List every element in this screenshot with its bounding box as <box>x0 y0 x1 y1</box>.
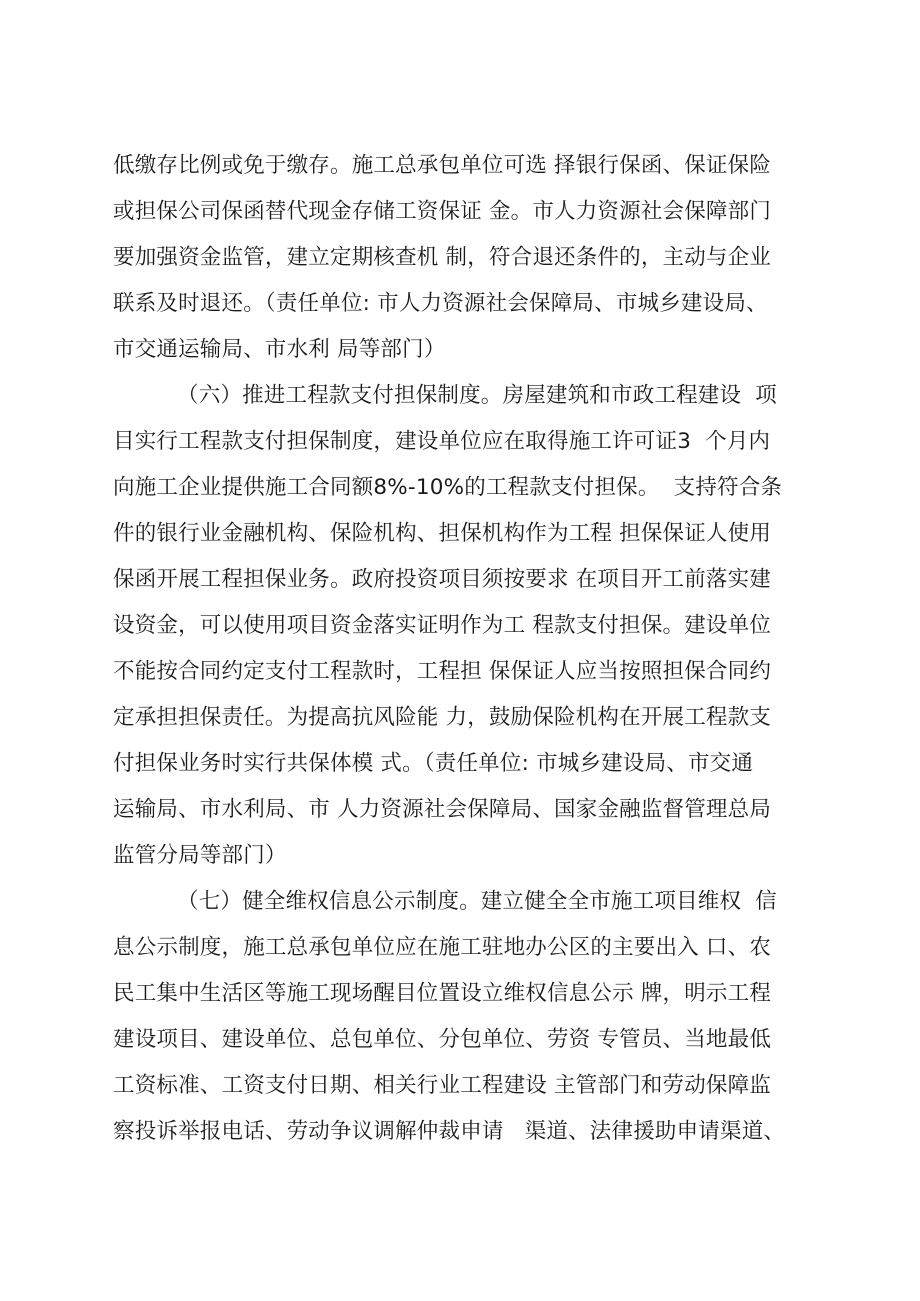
text-line: 建设项目、建设单位、总包单位、分包单位、劳资 专管员、当地最低 <box>113 1027 772 1052</box>
text-line: 向施工企业提供施工合同额8%-10%的工程款支付担保。 支持符合条 <box>113 475 783 500</box>
text-line: 件的银行业金融机构、保险机构、担保机构作为工程 担保保证人使用 <box>113 521 772 546</box>
text-line: 不能按合同约定支付工程款时，工程担 保保证人应当按照担保合同约 <box>113 659 772 684</box>
text-line: 联系及时退还。（责任单位: 市人力资源社会保障局、市城乡建设局、 <box>113 291 768 316</box>
text-line: 工资标准、工资支付日期、相关行业工程建设 主管部门和劳动保障监 <box>113 1073 772 1098</box>
text-line: 民工集中生活区等施工现场醒目位置设立维权信息公示 牌，明示工程 <box>113 981 772 1006</box>
text-line: 察投诉举报电话、劳动争议调解仲裁申请 渠道、法律援助申请渠道、 <box>113 1119 786 1144</box>
text-line: 监管分局等部门） <box>113 843 287 868</box>
paragraph-6-heading-line: （六）推进工程款支付担保制度。房屋建筑和市政工程建设 项 <box>177 383 777 408</box>
text-line: 定承担担保责任。为提高抗风险能 力，鼓励保险机构在开展工程款支 <box>113 705 772 730</box>
paragraph-7-heading-line: （七）健全维权信息公示制度。建立健全全市施工项目维权 信 <box>177 889 777 914</box>
text-line: 设资金，可以使用项目资金落实证明作为工 程款支付担保。建设单位 <box>113 613 772 638</box>
text-line: 市交通运输局、市水利 局等部门） <box>113 337 446 362</box>
text-line: 运输局、市水利局、市 人力资源社会保障局、国家金融监督管理总局 <box>113 797 772 822</box>
body-text <box>113 143 823 1155</box>
text-line: 保函开展工程担保业务。政府投资项目须按要求 在项目开工前落实建 <box>113 567 772 592</box>
text-line: 息公示制度，施工总承包单位应在施工驻地办公区的主要出入 口、农 <box>113 935 772 960</box>
text-line: 付担保业务时实行共保体模 式。（责任单位: 市城乡建设局、市交通 <box>113 751 754 776</box>
text-line: 或担保公司保函替代现金存储工资保证 金。市人力资源社会保障部门 <box>113 199 772 224</box>
text-line: 要加强资金监管，建立定期核查机 制，符合退还条件的，主动与企业 <box>113 245 772 270</box>
text-line: 目实行工程款支付担保制度，建设单位应在取得施工许可证3 个月内 <box>113 429 771 454</box>
text-line: 低缴存比例或免于缴存。施工总承包单位可选 择银行保函、保证保险 <box>113 153 772 178</box>
